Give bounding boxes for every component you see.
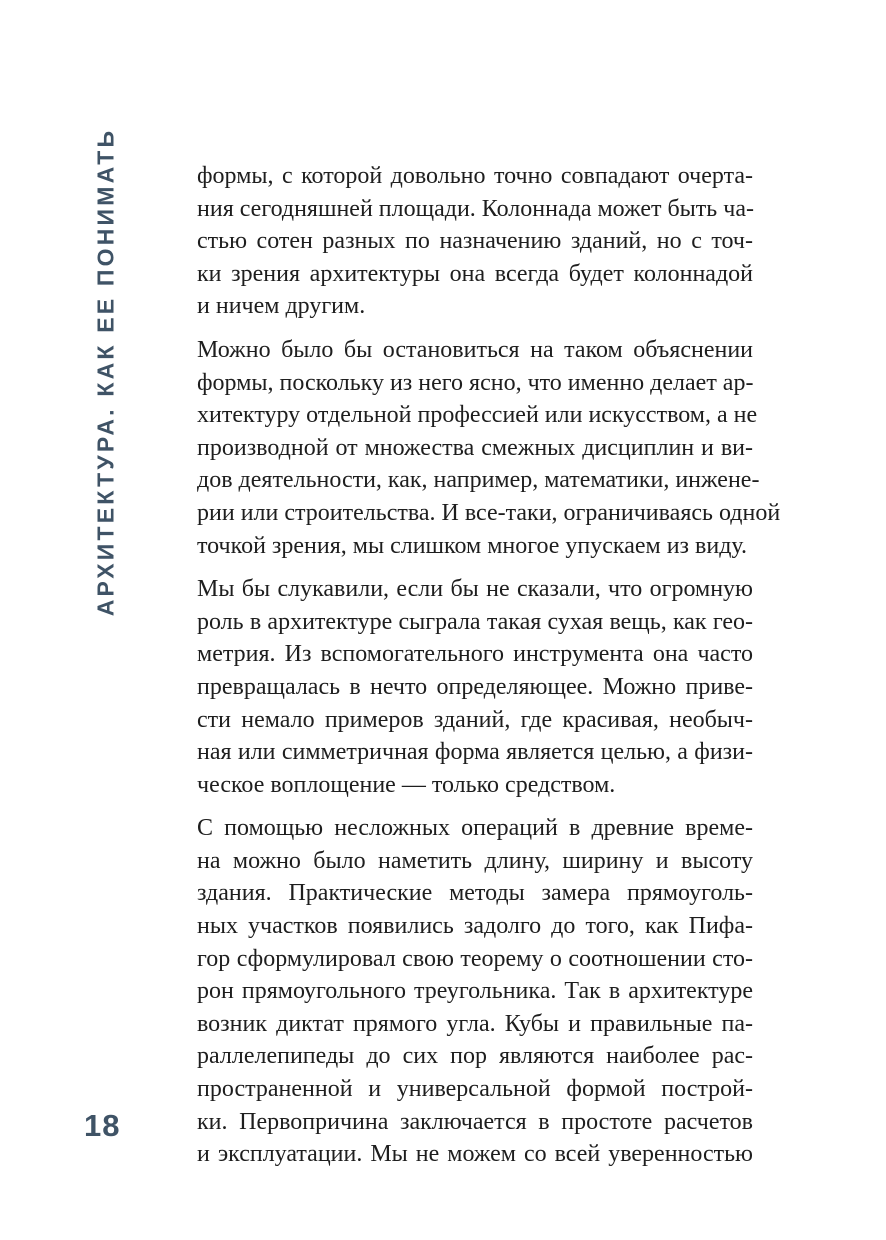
text-line: пространенной и универсальной формой построй- <box>197 1076 753 1103</box>
text-line: Мы бы слукавили, если бы не сказали, что огромную <box>197 576 753 603</box>
text-line: раллелепипеды до сих пор являются наиболее рас- <box>197 1043 753 1070</box>
text-line: и эксплуатации. Мы не можем со всей уверенностью <box>197 1141 753 1168</box>
text-line: ных участков появились задолго до того, как Пифа- <box>197 913 753 940</box>
text-line: стью сотен разных по назначению зданий, но с точ- <box>197 228 753 255</box>
text-line: гор сформулировал свою теорему о соотношении сто- <box>197 945 753 972</box>
paragraph <box>197 334 781 562</box>
text-line: точкой зрения, мы слишком многое упускаем из виду. <box>197 532 748 559</box>
paragraph <box>197 160 753 323</box>
text-line: превращалась в нечто определяющее. Можно приве- <box>197 673 753 700</box>
text-line: на можно было наметить длину, ширину и высоту <box>197 847 753 874</box>
paragraph <box>197 573 753 801</box>
text-line: Можно было бы остановиться на таком объяснении <box>197 336 753 363</box>
text-line: и ничем другим. <box>197 293 366 320</box>
text-line: формы, поскольку из него ясно, что именно делает ар- <box>197 369 754 396</box>
body-text <box>197 160 781 1182</box>
text-line: дов деятельности, как, например, математики, инжене- <box>197 467 760 494</box>
text-line: сти немало примеров зданий, где красивая, необыч- <box>197 706 753 733</box>
text-line: ческое воплощение — только средством. <box>197 771 616 798</box>
text-line: ки зрения архитектуры она всегда будет колоннадой <box>197 260 753 287</box>
text-line: рон прямоугольного треугольника. Так в архитектуре <box>197 978 753 1005</box>
running-title-text: АРХИТЕКТУРА. КАК ЕЕ ПОНИМАТЬ <box>92 127 119 617</box>
text-line: роль в архитектуре сыграла такая сухая вещь, как гео- <box>197 608 753 635</box>
text-line: рии или строительства. И все-таки, ограничиваясь одной <box>197 499 781 526</box>
page-number: 18 <box>84 1108 121 1143</box>
paragraph <box>197 812 753 1171</box>
text-line: С помощью несложных операций в древние време- <box>197 815 753 842</box>
text-line: здания. Практические методы замера прямоуголь- <box>197 880 753 907</box>
text-line: хитектуру отдельной профессией или искусством, а не <box>197 402 758 429</box>
text-line: ния сегодняшней площади. Колоннада может быть ча- <box>197 195 754 222</box>
text-line: ки. Первопричина заключается в простоте расчетов <box>197 1108 753 1135</box>
text-line: возник диктат прямого угла. Кубы и правильные па- <box>197 1010 753 1037</box>
text-line: формы, с которой довольно точно совпадают очерта- <box>197 163 753 189</box>
text-line: производной от множества смежных дисциплин и ви- <box>197 434 753 461</box>
text-line: ная или симметричная форма является целью, а физи- <box>197 739 753 766</box>
text-line: метрия. Из вспомогательного инструмента она часто <box>197 641 753 668</box>
